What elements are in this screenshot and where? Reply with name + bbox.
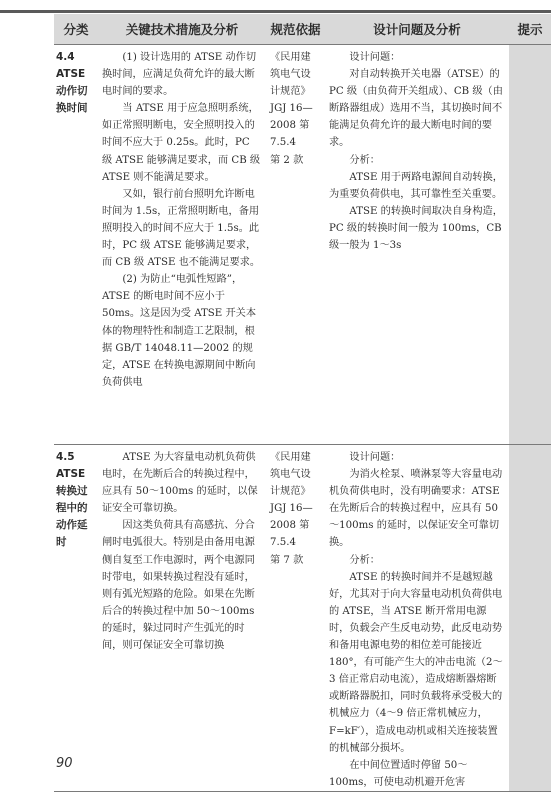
category-line: 时 [56,536,67,549]
row-hint [509,45,551,445]
measures-paragraph: 又如，银行前台照明允许断电时间为 1.5s，正常照明断电，备用照明投入的时间不应大于 1.5s。此时，PC 级 ATSE 能够满足要求，而 CB 级 ATSE 也不能满足要求。 [102,188,261,269]
category-line: 动作延 [56,519,88,532]
basis-line: 7.5.4 [270,137,296,149]
measures-paragraph: 因这类负荷具有高感抗、分合闸时电弧很大。特别是由备用电源侧自复至工作电源时，两个电源同时带电，如果转换过程没有延时，则有弧光短路的危险。如果在先断后合的转换过程中加 50～100ms 的延时，躲过同时产生弧光的时间，则可保证安全可靠切换 [102,520,255,652]
basis-line: 2008 第 [270,520,310,532]
page-number: 90 [56,756,73,771]
table-header-row [54,14,551,45]
category-line: 换时间 [56,102,88,115]
measures-paragraph: (2) 为防止“电弧性短路”，ATSE 的断电时间不应小于 50ms。这是因为受 ATSE 开关本体的物理特性和制造工艺限制，根据 GB/T 14048.11—2002 的规定，ATSE 在转换电源期间中断向负荷供电 [102,274,257,388]
issues-paragraph: 分析： [349,554,380,566]
basis-line: 第 2 款 [270,154,304,166]
header-hint: 提示 [509,14,551,45]
issues-paragraph: 在中间位置适时停留 50～100ms，可使电动机避开危害 [329,759,468,788]
category-line: 转换过 [56,485,88,498]
category-line: 程中的 [56,502,88,515]
basis-line: 筑电气设 [270,69,311,81]
basis-line: 7.5.4 [270,537,296,549]
table-row [54,45,551,445]
basis-line: 计规范》 [270,486,311,498]
header-basis: 规范依据 [266,14,325,45]
basis-line: 《民用建 [270,452,311,463]
basis-line: 《民用建 [270,52,311,63]
category-line: 动作切 [56,85,88,98]
top-rule [0,10,551,13]
header-category: 分类 [54,14,98,45]
basis-line: 筑电气设 [270,469,311,481]
measures-paragraph: ATSE 为大容量电动机负荷供电时，在先断后合的转换过程中，应具有 50～100ms 的延时，以保证安全可靠切换。 [102,452,258,515]
issues-paragraph: 设计问题： [349,452,401,463]
issues-paragraph: ATSE 的转换时间取决自身构造，PC 级的转换时间一般为 100ms，CB 级一般为 1～3s [329,205,503,252]
row-issues [325,445,509,792]
category-line: 4.5 [56,451,75,463]
row-measures [98,45,266,445]
row-measures [98,445,266,792]
issues-paragraph: 为消火栓泵、喷淋泵等大容量电动机负荷供电时，没有明确要求：ATSE 在先断后合的转换过程中，应具有 50～100ms 的延时，以保证安全可靠切换。 [329,469,503,549]
row-category [54,45,98,445]
issues-paragraph: ATSE 用于两路电源间自动转换，为重要负荷供电，其可靠性至关重要。 [329,171,503,200]
issues-paragraph: 分析： [349,154,380,166]
category-line: ATSE [56,468,86,481]
category-line: 4.4 [56,51,75,63]
basis-line: 2008 第 [270,120,310,132]
row-hint [509,445,551,792]
header-measures: 关键技术措施及分析 [98,14,266,45]
measures-paragraph: (1) 设计选用的 ATSE 动作切换时间，应满足负荷允许的最大断电时间的要求。 [102,52,257,98]
category-line: ATSE [56,68,86,81]
design-analysis-table [54,14,551,792]
basis-line: JGJ 16— [270,103,313,115]
table-row [54,445,551,792]
issues-paragraph: 设计问题： [349,52,401,63]
measures-paragraph: 当 ATSE 用于应急照明系统，如正常照明断电，安全照明投入的时间不应大于 0.25s。此时，PC 级 ATSE 能够满足要求，而 CB 级 ATSE 则不能满足要求。 [102,103,261,183]
header-issues: 设计问题及分析 [325,14,509,45]
issues-paragraph: ATSE 的转换时间并不是越短越好，尤其对于向大容量电动机负荷供电的 ATSE，当 ATSE 断开常用电源时，负载会产生反电动势，此反电动势和备用电源电势的相位差可能接近 180°，有可能产生大的冲击电流（2～3 倍正常启动电流），造成熔断器熔断或断路器脱扣，同时负载将承受极大的机械应力（4～9 倍正常机械应力，F=kF′），造成电动机或相关连接装置的机械部分损坏。 [329,571,503,754]
row-basis [266,45,325,445]
row-category [54,445,98,792]
row-basis [266,445,325,792]
issues-paragraph: 对自动转换开关电器（ATSE）的 PC 级（由负荷开关组成）、CB 级（由断路器组成）选用不当，其切换时间不能满足负荷允许的最大断电时间的要求。 [329,69,503,149]
basis-line: 计规范》 [270,86,311,98]
basis-line: 第 7 款 [270,554,304,566]
row-issues [325,45,509,445]
basis-line: JGJ 16— [270,503,313,515]
